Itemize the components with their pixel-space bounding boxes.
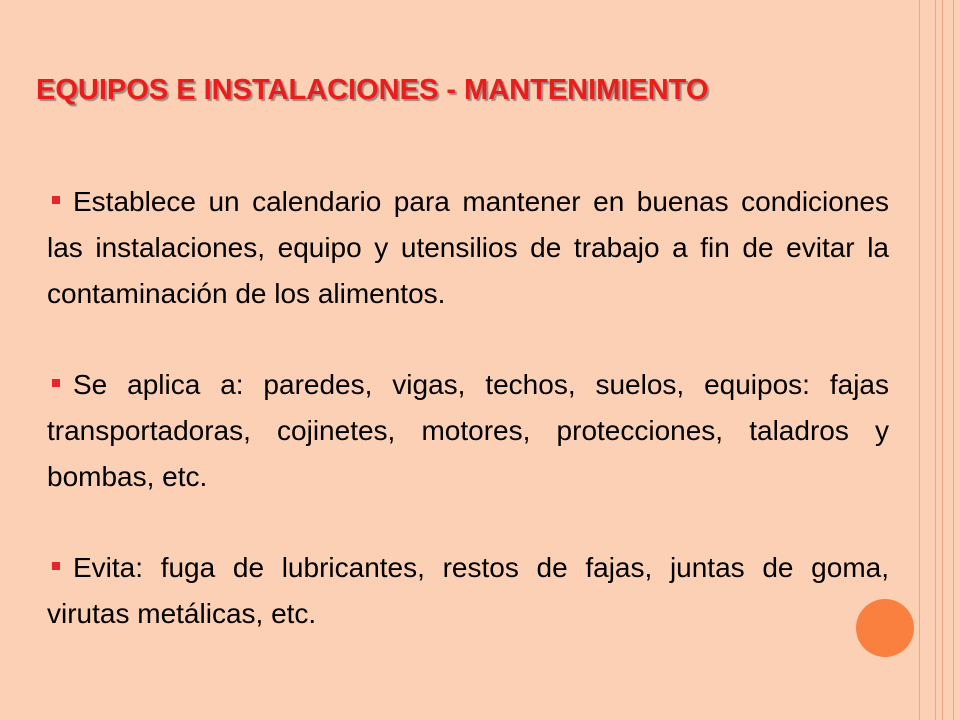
right-border-line (953, 0, 954, 720)
square-bullet-icon (52, 379, 60, 387)
bullet-text: Evita: fuga de lubricantes, restos de fajas, juntas de goma, virutas metálicas, etc. (47, 552, 889, 629)
right-border-line (919, 0, 920, 720)
bullet-item (47, 179, 889, 317)
bullet-text: Se aplica a: paredes, vigas, techos, suelos, equipos: fajas transportadoras, cojinetes, motores, protecciones, taladros y bombas, etc. (47, 369, 889, 492)
decorative-circle (856, 599, 914, 657)
square-bullet-icon (52, 196, 60, 204)
bullet-item (47, 362, 889, 500)
bullet-text: Establece un calendario para mantener en buenas condiciones las instalaciones, equipo y utensilios de trabajo a fin de evitar la contaminación de los alimentos. (47, 186, 889, 309)
square-bullet-icon (52, 562, 60, 570)
right-border-line (935, 0, 936, 720)
bullet-list (47, 179, 889, 637)
bullet-item (47, 545, 889, 637)
slide-title: EQUIPOS E INSTALACIONES - MANTENIMIENTO (36, 74, 709, 106)
right-border-line (942, 0, 943, 720)
